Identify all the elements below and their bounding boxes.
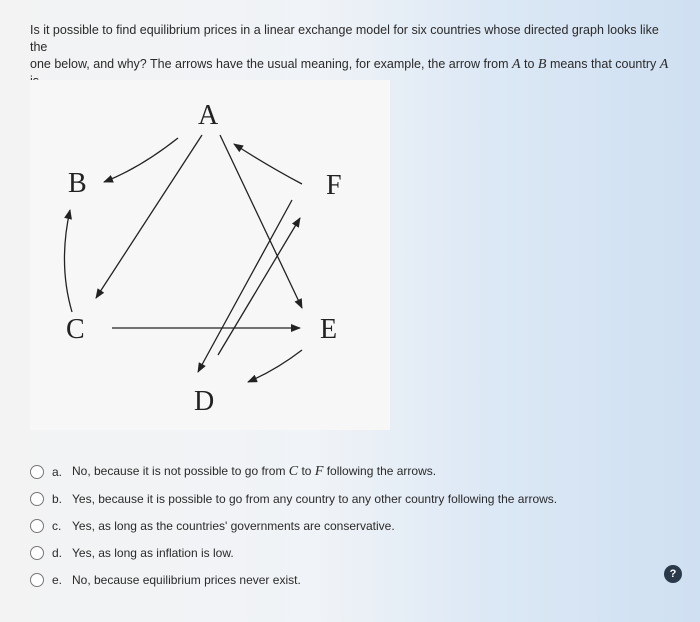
option-c[interactable] — [30, 512, 630, 539]
option-text: No, because it is not possible to go from C to F following the arrows. — [72, 463, 437, 479]
radio-button[interactable] — [30, 519, 44, 533]
node-f: F — [326, 170, 342, 201]
edge-f-to-a — [234, 144, 302, 184]
directed-graph-figure — [30, 80, 390, 430]
radio-button[interactable] — [30, 546, 44, 560]
option-text: Yes, as long as inflation is low. — [72, 545, 234, 560]
directed-graph — [30, 80, 390, 430]
option-letter: b. — [52, 491, 63, 506]
option-a[interactable] — [30, 458, 630, 485]
edge-c-to-b — [64, 210, 72, 312]
node-b: B — [68, 168, 87, 199]
help-icon[interactable]: ? — [664, 565, 682, 583]
radio-button[interactable] — [30, 573, 44, 587]
answer-options — [30, 458, 630, 593]
node-e: E — [320, 314, 338, 345]
node-c: C — [66, 314, 85, 345]
option-e[interactable] — [30, 566, 630, 593]
option-d[interactable] — [30, 539, 630, 566]
option-text: No, because equilibrium prices never exist. — [72, 572, 301, 587]
edge-e-to-d — [248, 350, 302, 382]
edge-d-to-f — [218, 218, 300, 355]
option-b[interactable] — [30, 485, 630, 512]
radio-button[interactable] — [30, 465, 44, 479]
radio-button[interactable] — [30, 492, 44, 506]
option-text: Yes, as long as the countries' governments are conservative. — [72, 518, 395, 533]
edge-f-to-d — [198, 200, 292, 372]
node-a: A — [198, 100, 219, 131]
option-text: Yes, because it is possible to go from any country to any other country following the arrows. — [72, 491, 558, 506]
option-letter: e. — [52, 572, 63, 587]
edge-a-to-b — [104, 138, 178, 182]
option-letter: c. — [52, 518, 62, 533]
option-letter: d. — [52, 545, 63, 560]
node-d: D — [194, 386, 215, 417]
option-letter: a. — [52, 464, 63, 479]
question-text: Is it possible to find equilibrium prices in a linear exchange model for six countries whose directed graph looks like the one below, and why? The arrows have the usual meaning, for example, the arrow from A to B means that country A — [30, 23, 669, 72]
